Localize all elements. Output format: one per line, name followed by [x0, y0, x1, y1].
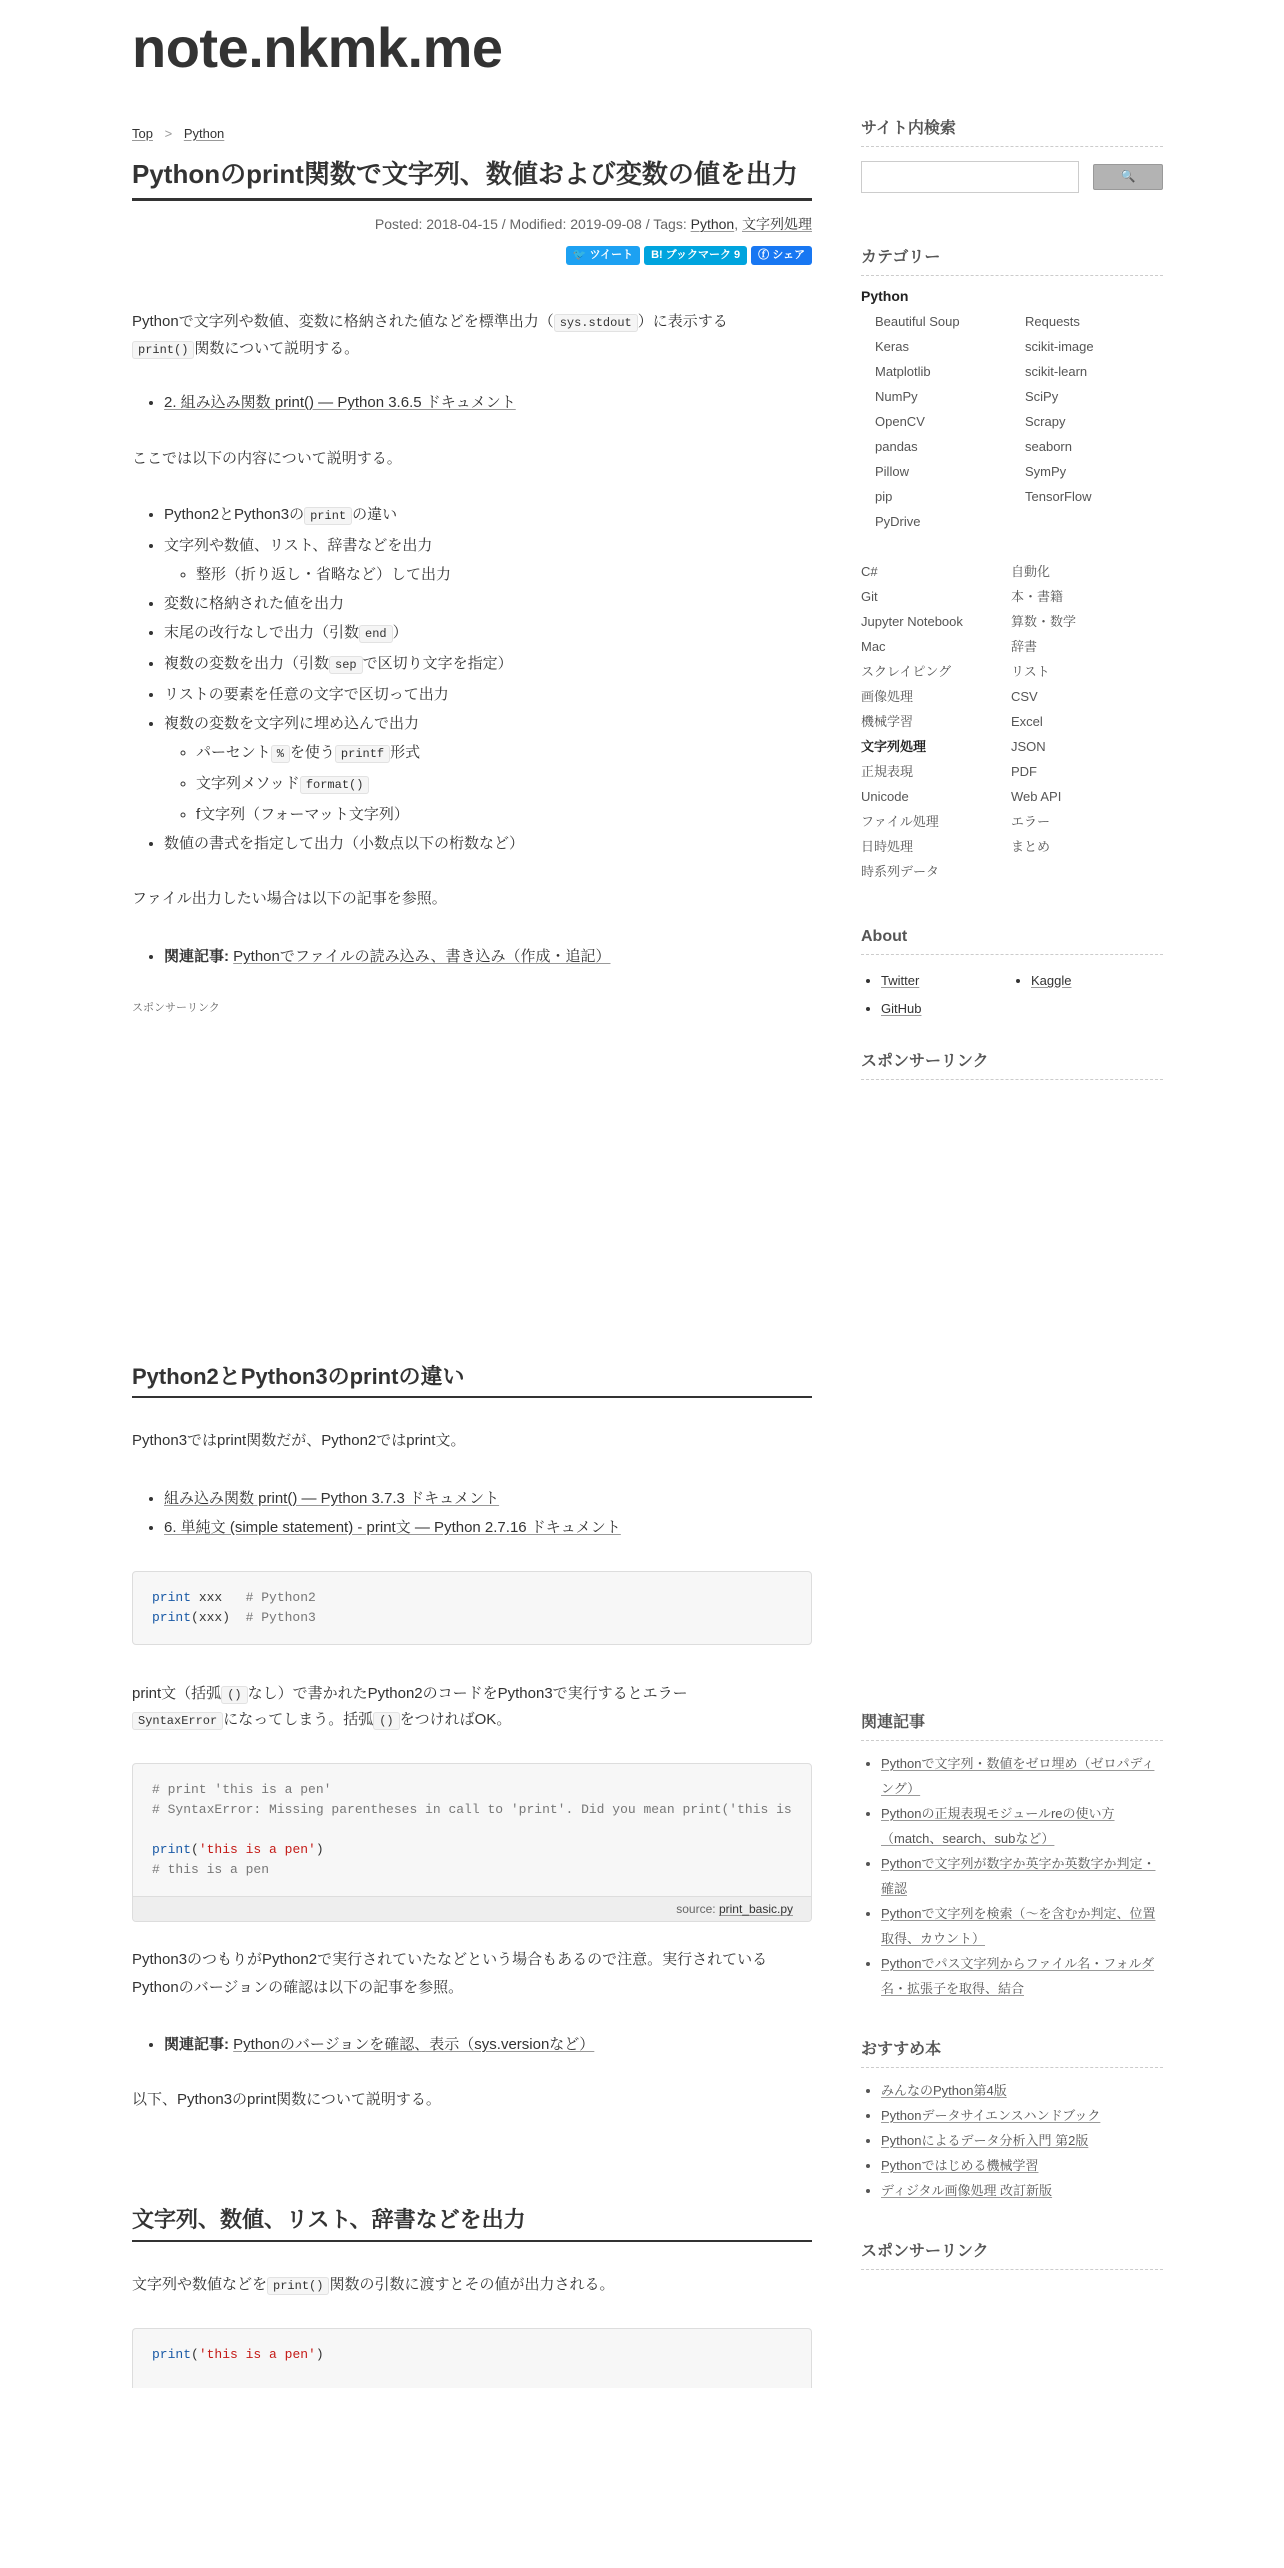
category-item[interactable]: 正規表現: [861, 764, 914, 779]
category-item[interactable]: pip: [875, 489, 893, 504]
category-item[interactable]: Mac: [861, 639, 886, 654]
toc-sublist: [164, 738, 812, 829]
category-item[interactable]: 自動化: [1011, 564, 1051, 579]
category-python[interactable]: Python: [861, 288, 909, 304]
inline-code: print(): [132, 341, 194, 359]
list-item: [164, 388, 812, 417]
related-article-link[interactable]: Pythonでパス文字列からファイル名・フォルダ名・拡張子を取得、結合: [881, 1956, 1155, 1996]
search-button[interactable]: [1093, 164, 1163, 190]
category-item[interactable]: SciPy: [1025, 389, 1059, 404]
facebook-icon: ⓕ: [758, 249, 770, 262]
search-input[interactable]: [861, 161, 1079, 193]
related-article-link[interactable]: Pythonで文字列が数字か英字か英数字か判定・確認: [881, 1856, 1156, 1896]
category-item[interactable]: Web API: [1011, 789, 1062, 804]
doc-links: [132, 1484, 812, 1542]
related-article-list: [132, 942, 812, 971]
list-item: [881, 995, 1031, 1023]
toc-item[interactable]: • 複数の変数を文字列に埋め込んで出力 ◦ パーセント % を使う printf 形式 ◦ 文字列メソッド format() ◦ f文字列（フォーマット文字列）: [164, 709, 812, 829]
category-item[interactable]: エラー: [1011, 814, 1051, 829]
toc-item[interactable]: • リストの要素を任意の文字で区切って出力: [164, 680, 812, 709]
list-item: [881, 1901, 1163, 1951]
tag-python[interactable]: Python: [690, 216, 735, 233]
about-title: About: [861, 924, 1163, 955]
book-link[interactable]: みんなのPython第4版: [881, 2083, 1007, 2098]
toc-sublist: [164, 560, 812, 589]
paragraph: 文字列や数値などを print() 関数の引数に渡すとその値が出力される。: [132, 2276, 615, 2294]
category-item[interactable]: リスト: [1011, 664, 1050, 679]
category-item[interactable]: Excel: [1011, 714, 1043, 729]
category-item[interactable]: ファイル処理: [861, 814, 939, 829]
toc-subitem[interactable]: ◦ 整形（折り返し・省略など）して出力: [196, 560, 812, 589]
list-item: [881, 1951, 1163, 2001]
related-article-link[interactable]: Pythonで文字列・数値をゼロ埋め（ゼロパディング）: [881, 1756, 1155, 1796]
search-form: [861, 161, 1163, 193]
source-file-link[interactable]: print_basic.py: [718, 1902, 793, 1917]
toc-item[interactable]: • 数値の書式を指定して出力（小数点以下の桁数など）: [164, 829, 812, 858]
related-articles: [861, 1751, 1163, 2001]
category-item[interactable]: OpenCV: [875, 414, 925, 429]
book-link[interactable]: ディジタル画像処理 改訂新版: [881, 2183, 1053, 2198]
list-item: [164, 942, 812, 971]
list-item: [881, 967, 1031, 995]
hatena-bookmark-button[interactable]: B! ブックマーク 9: [644, 246, 747, 265]
category-item[interactable]: C#: [861, 564, 878, 579]
category-item[interactable]: Unicode: [861, 789, 909, 804]
about-links: [861, 967, 1163, 1023]
category-item[interactable]: まとめ: [1011, 839, 1051, 854]
category-item[interactable]: TensorFlow: [1025, 489, 1092, 504]
category-item[interactable]: pandas: [875, 439, 918, 454]
category-item[interactable]: Beautiful Soup: [875, 314, 960, 329]
list-item: [881, 2153, 1163, 2178]
sidebar: [861, 116, 1163, 2270]
related-label: 関連記事:: [164, 948, 229, 966]
category-item[interactable]: scikit-learn: [1025, 364, 1088, 379]
list-item: [881, 1851, 1163, 1901]
ad-space: [132, 1019, 812, 1362]
twitter-link[interactable]: Twitter: [881, 973, 920, 988]
table-of-contents: [132, 500, 812, 858]
list-item: [881, 2103, 1163, 2128]
other-category-list: [861, 559, 1163, 884]
twitter-icon: 🐦: [572, 249, 587, 262]
breadcrumb-top[interactable]: Top: [132, 126, 153, 141]
search-widget-title: サイト内検索: [861, 116, 1163, 147]
facebook-share-button[interactable]: [751, 246, 812, 265]
category-item[interactable]: 時系列データ: [861, 864, 940, 879]
sponsor-title: スポンサーリンク: [861, 2239, 1163, 2270]
book-link[interactable]: Pythonではじめる機械学習: [881, 2158, 1039, 2173]
recommended-books: [861, 2078, 1163, 2203]
category-item[interactable]: scikit-image: [1025, 339, 1094, 354]
category-item[interactable]: 日時処理: [861, 839, 914, 854]
category-item[interactable]: Git: [861, 589, 878, 604]
list-item: [881, 2078, 1163, 2103]
post-meta: Posted: 2018-04-15 / Modified: 2019-09-08 / Tags: Python, 文字列処理: [374, 216, 812, 233]
related-title: 関連記事: [861, 1710, 1163, 1741]
books-title: おすすめ本: [861, 2037, 1163, 2068]
related-article-link[interactable]: Pythonでファイルの読み込み、書き込み（作成・追記）: [233, 948, 611, 966]
category-item[interactable]: Jupyter Notebook: [861, 614, 963, 629]
toc-intro: ここでは以下の内容について説明する。: [132, 449, 402, 467]
related-article-link[interactable]: Pythonのバージョンを確認、表示（sys.versionなど）: [233, 2036, 595, 2054]
toc-subitem[interactable]: ◦ パーセント % を使う printf 形式: [196, 738, 812, 769]
related-article-link[interactable]: Pythonで文字列を検索（〜を含むか判定、位置取得、カウント）: [881, 1906, 1156, 1946]
list-item: [881, 1751, 1163, 1801]
category-item[interactable]: Scrapy: [1025, 414, 1066, 429]
file-output-paragraph: ファイル出力したい場合は以下の記事を参照。: [132, 890, 447, 908]
search-icon: 🔍: [1120, 169, 1136, 183]
inline-code: sys.stdout: [554, 314, 638, 332]
category-item[interactable]: Pillow: [875, 464, 909, 479]
doc-link-print-365[interactable]: 2. 組み込み関数 print() — Python 3.6.5 ドキュメント: [164, 393, 516, 411]
list-item: [164, 1484, 812, 1513]
facebook-share-label: シェア: [772, 249, 805, 262]
doc-links: [132, 388, 812, 417]
sponsor-title: スポンサーリンク: [861, 1049, 1163, 1080]
category-item[interactable]: Requests: [1025, 314, 1080, 329]
main-content: [132, 120, 812, 2388]
site-title[interactable]: note.nkmk.me: [132, 16, 503, 79]
github-link[interactable]: GitHub: [881, 1001, 922, 1016]
kaggle-link[interactable]: Kaggle: [1031, 973, 1072, 988]
category-item[interactable]: スクレイピング: [861, 664, 952, 679]
category-item[interactable]: CSV: [1011, 689, 1038, 704]
breadcrumb-separator: >: [164, 126, 173, 141]
categories-title: カテゴリー: [861, 245, 1163, 276]
section-heading: 文字列、数値、リスト、辞書などを出力: [132, 2205, 812, 2242]
toc-item[interactable]: • 文字列や数値、リスト、辞書などを出力 ◦ 整形（折り返し・省略など）して出力: [164, 531, 812, 589]
paragraph: Python3ではprint関数だが、Python2ではprint文。: [132, 1432, 466, 1450]
category-item[interactable]: NumPy: [875, 389, 918, 404]
related-article-list: [132, 2030, 812, 2059]
list-item: [881, 1801, 1163, 1851]
category-item[interactable]: seaborn: [1025, 439, 1072, 454]
share-buttons: [132, 241, 812, 261]
doc-link-print-2716[interactable]: 6. 単純文 (simple statement) - print文 — Python 2.7.16 ドキュメント: [164, 1518, 621, 1536]
toc-item[interactable]: • Python2とPython3の print の違い: [164, 500, 812, 531]
paragraph: print文（括弧 () なし）で書かれたPython2のコードをPython3で実行するとエラー SyntaxError になってしまう。括弧 () をつければOK。: [132, 1684, 688, 1728]
toc-item[interactable]: • 末尾の改行なしで出力（引数 end ）: [164, 618, 812, 649]
toc-item[interactable]: • 複数の変数を出力（引数 sep で区切り文字を指定）: [164, 649, 812, 680]
category-item[interactable]: 画像処理: [861, 689, 914, 704]
category-item-current[interactable]: 文字列処理: [861, 739, 927, 754]
list-item: [164, 1513, 812, 1542]
code-block: print xxx # Python2 print(xxx) # Python3: [132, 1571, 812, 1645]
category-item[interactable]: 辞書: [1011, 639, 1038, 654]
category-item[interactable]: Matplotlib: [875, 364, 931, 379]
toc-subitem[interactable]: ◦ f文字列（フォーマット文字列）: [196, 800, 812, 829]
sidebar-ad-space: [861, 1080, 1163, 1710]
section-heading: Python2とPython3のprintの違い: [132, 1362, 812, 1399]
related-label: 関連記事:: [164, 2036, 229, 2054]
category-item[interactable]: 本・書籍: [1011, 589, 1064, 604]
tweet-label: ツイート: [589, 249, 634, 262]
category-item[interactable]: Keras: [875, 339, 909, 354]
category-item[interactable]: 機械学習: [861, 714, 914, 729]
breadcrumb: [132, 120, 812, 148]
list-item: [881, 2178, 1163, 2203]
related-article-link[interactable]: Pythonの正規表現モジュールreの使い方（match、search、subなど）: [881, 1806, 1115, 1846]
list-item: [164, 2030, 812, 2059]
category-item[interactable]: PDF: [1011, 764, 1037, 779]
code-source: source: print_basic.py: [133, 1896, 811, 1921]
book-link[interactable]: Pythonによるデータ分析入門 第2版: [881, 2133, 1089, 2148]
breadcrumb-python[interactable]: Python: [183, 126, 225, 141]
list-item: [1031, 967, 1161, 995]
category-item[interactable]: JSON: [1011, 739, 1046, 754]
paragraph: 以下、Python3のprint関数について説明する。: [132, 2091, 441, 2109]
post-dates: Posted: 2018-04-15 / Modified: 2019-09-08 / Tags:: [374, 216, 687, 233]
category-item[interactable]: SymPy: [1025, 464, 1067, 479]
toc-item[interactable]: • 変数に格納された値を出力: [164, 589, 812, 618]
book-link[interactable]: Pythonデータサイエンスハンドブック: [881, 2108, 1101, 2123]
paragraph: Python3のつもりがPython2で実行されていたなどという場合もあるので注意。実行されているPythonのバージョンの確認は以下の記事を参照。: [132, 1951, 768, 1997]
category-item[interactable]: 算数・数学: [1011, 614, 1077, 629]
python-category-list: [861, 309, 1163, 534]
sponsor-label: スポンサーリンク: [132, 1002, 220, 1015]
code-block: print('this is a pen'): [132, 2328, 812, 2388]
category-item[interactable]: PyDrive: [875, 514, 921, 529]
doc-link-print-373[interactable]: 組み込み関数 print() — Python 3.7.3 ドキュメント: [164, 1489, 500, 1507]
code-block: # print 'this is a pen' # SyntaxError: Missing parentheses in call to 'print'. Did you mean print('this is print('this is a pen') # this is a pen source: print_basic.py: [132, 1763, 812, 1922]
tweet-button[interactable]: [566, 246, 640, 265]
tag-string-processing[interactable]: 文字列処理: [742, 216, 812, 233]
page-title: Pythonのprint関数で文字列、数値および変数の値を出力: [132, 156, 812, 201]
intro-paragraph: Pythonで文字列や数値、変数に格納された値などを標準出力（ sys.stdout ）に表示する print() 関数について説明する。: [132, 313, 728, 357]
list-item: [881, 2128, 1163, 2153]
toc-subitem[interactable]: ◦ 文字列メソッド format(): [196, 769, 812, 800]
